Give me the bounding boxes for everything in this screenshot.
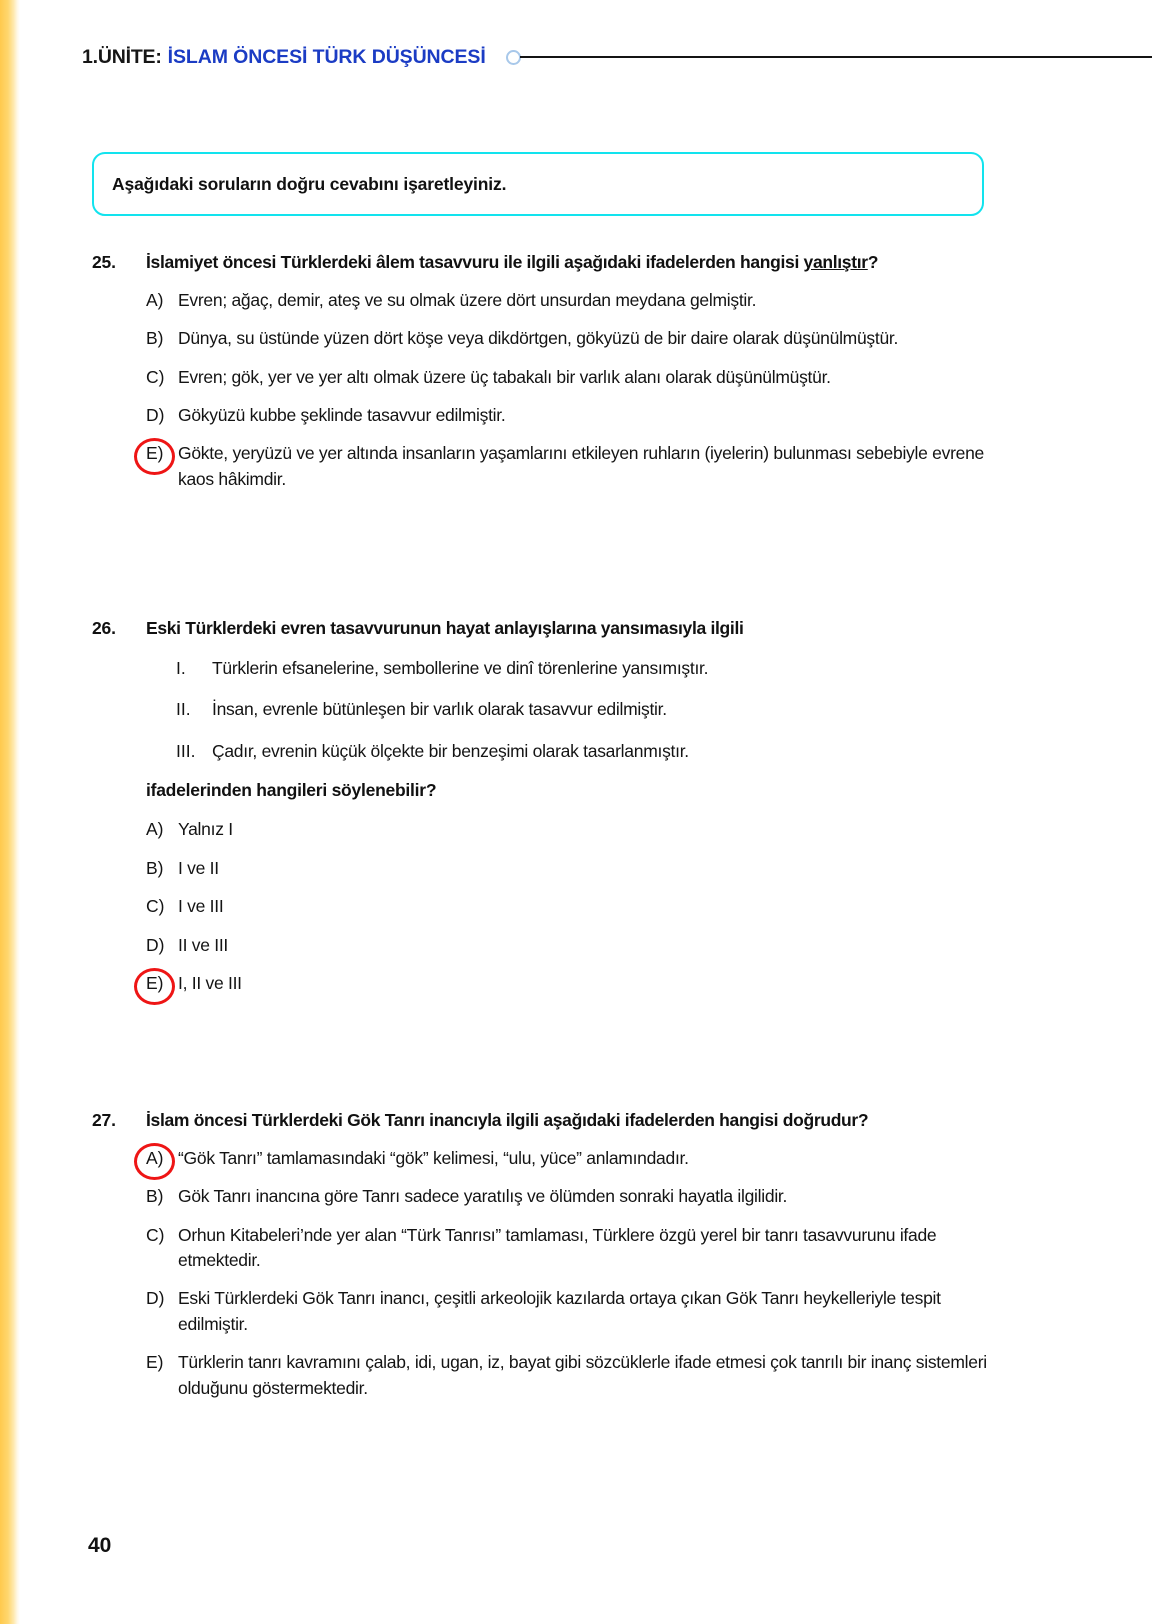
roman-statement <box>176 697 992 722</box>
option-text: Gökte, yeryüzü ve yer altında insanların yaşamlarını etkileyen ruhların (iyelerin) bulunması sebebiyle evrene kaos hâkimdir. <box>178 443 985 489</box>
option-label: D) <box>146 1288 165 1309</box>
answer-circle-mark-icon <box>134 968 175 1005</box>
question-heading <box>92 252 992 274</box>
option-row[interactable] <box>146 933 992 958</box>
option-text: Gökyüzü kubbe şeklinde tasavvur edilmiştir. <box>178 405 506 425</box>
question-block-26 <box>92 618 992 1009</box>
option-label: A) <box>146 1146 178 1171</box>
question-tail-prompt: ifadelerinden hangileri söylenebilir? <box>146 780 437 801</box>
circle-bullet-icon <box>506 50 521 65</box>
answer-circle-mark-icon <box>134 438 175 475</box>
roman-statement <box>176 656 992 681</box>
options-list <box>92 817 992 996</box>
roman-statement <box>176 739 992 764</box>
question-block-25 <box>92 252 992 505</box>
question-stem: İslam öncesi Türklerdeki Gök Tanrı inancıyla ilgili aşağıdaki ifadelerden hangisi doğrudur? <box>146 1110 869 1130</box>
option-row[interactable] <box>146 365 992 390</box>
option-text: “Gök Tanrı” tamlamasındaki “gök” kelimesi, “ulu, yüce” anlamındadır. <box>178 1147 689 1168</box>
roman-label: I. <box>176 657 186 678</box>
question-heading <box>92 1110 992 1132</box>
option-label: C) <box>146 896 165 917</box>
option-text: I ve II <box>178 857 219 878</box>
option-text: II ve III <box>178 934 228 955</box>
question-stem <box>146 252 992 274</box>
option-label: B) <box>146 328 164 349</box>
option-row[interactable] <box>146 817 992 842</box>
option-text: Türklerin tanrı kavramını çalab, idi, ugan, iz, bayat gibi sözcüklerle ifade etmesi çok tanrılı bir inanç sistemleri olduğunu göstermektedir. <box>178 1352 987 1398</box>
option-text: I ve III <box>178 896 224 917</box>
option-label: D) <box>146 934 165 955</box>
option-row[interactable] <box>146 894 992 919</box>
roman-label: III. <box>176 740 196 761</box>
option-row-selected[interactable] <box>146 1146 992 1171</box>
roman-text: Çadır, evrenin küçük ölçekte bir benzeşimi olarak tasarlanmıştır. <box>212 740 689 761</box>
option-row[interactable] <box>146 1286 992 1337</box>
option-label: D) <box>146 405 165 425</box>
options-list <box>92 288 992 492</box>
question-stem-underlined: yanlıştır <box>803 252 868 272</box>
option-row[interactable] <box>146 1223 992 1274</box>
question-stem-part2: ? <box>867 252 879 272</box>
page-number: 40 <box>88 1534 112 1557</box>
option-row[interactable] <box>146 288 992 313</box>
option-label: E) <box>146 971 178 996</box>
instruction-callout <box>92 152 984 216</box>
option-label: C) <box>146 366 165 387</box>
question-heading <box>92 618 992 640</box>
header-divider-rule <box>520 56 1152 58</box>
option-row[interactable] <box>146 856 992 881</box>
roman-statements-list <box>92 656 992 764</box>
option-row-selected[interactable] <box>146 441 992 492</box>
options-list <box>92 1146 992 1401</box>
option-text: Evren; gök, yer ve yer altı olmak üzere üç tabakalı bir varlık alanı olarak düşünülmüştür. <box>178 366 831 387</box>
option-row-selected[interactable] <box>146 971 992 996</box>
question-stem: Eski Türklerdeki evren tasavvurunun hayat anlayışlarına yansımasıyla ilgili <box>146 618 744 638</box>
question-stem-part1: İslamiyet öncesi Türklerdeki âlem tasavvuru ile ilgili aşağıdaki ifadelerden hangisi <box>146 252 804 272</box>
option-text: Gök Tanrı inancına göre Tanrı sadece yaratılış ve ölümden sonraki hayatla ilgilidir. <box>178 1186 788 1207</box>
option-label: A) <box>146 289 164 310</box>
question-number: 27. <box>92 1110 116 1130</box>
option-text: Yalnız I <box>178 819 233 840</box>
question-block-27 <box>92 1110 992 1414</box>
option-text: Orhun Kitabeleri’nde yer alan “Türk Tanrısı” tamlaması, Türklere özgü yerel bir tanrı tasavvurunu ifade etmektedir. <box>178 1224 937 1270</box>
page-header <box>82 40 1152 74</box>
option-label: E) <box>146 1352 164 1373</box>
roman-text: İnsan, evrenle bütünleşen bir varlık olarak tasavvur edilmiştir. <box>212 699 667 720</box>
option-label: E) <box>146 441 178 466</box>
option-text: Dünya, su üstünde yüzen dört köşe veya dikdörtgen, gökyüzü de bir daire olarak düşünülmüştür. <box>178 328 899 349</box>
question-number: 25. <box>92 252 116 272</box>
left-edge-gradient-strip <box>0 0 20 1624</box>
unit-title-label: İSLAM ÖNCESİ TÜRK DÜŞÜNCESİ <box>167 45 486 68</box>
question-number: 26. <box>92 618 116 638</box>
option-row[interactable] <box>146 326 992 351</box>
option-label: B) <box>146 1186 164 1207</box>
option-text: Eski Türklerdeki Gök Tanrı inancı, çeşitli arkeolojik kazılarda ortaya çıkan Gök Tanrı heykelleriyle tespit edilmiştir. <box>178 1288 941 1334</box>
option-label: B) <box>146 857 164 878</box>
option-row[interactable] <box>146 1184 992 1209</box>
option-text: I, II ve III <box>178 972 242 993</box>
option-label: C) <box>146 1224 165 1245</box>
unit-number-label: 1.ÜNİTE: <box>82 45 162 68</box>
option-label: A) <box>146 819 164 840</box>
option-row[interactable] <box>146 403 992 428</box>
option-row[interactable] <box>146 1350 992 1401</box>
answer-circle-mark-icon <box>134 1143 175 1180</box>
roman-label: II. <box>176 699 191 720</box>
instruction-text: Aşağıdaki soruların doğru cevabını işaretleyiniz. <box>112 173 507 194</box>
option-text: Evren; ağaç, demir, ateş ve su olmak üzere dört unsurdan meydana gelmiştir. <box>178 289 757 310</box>
roman-text: Türklerin efsanelerine, sembollerine ve dinî törenlerine yansımıştır. <box>212 657 709 678</box>
